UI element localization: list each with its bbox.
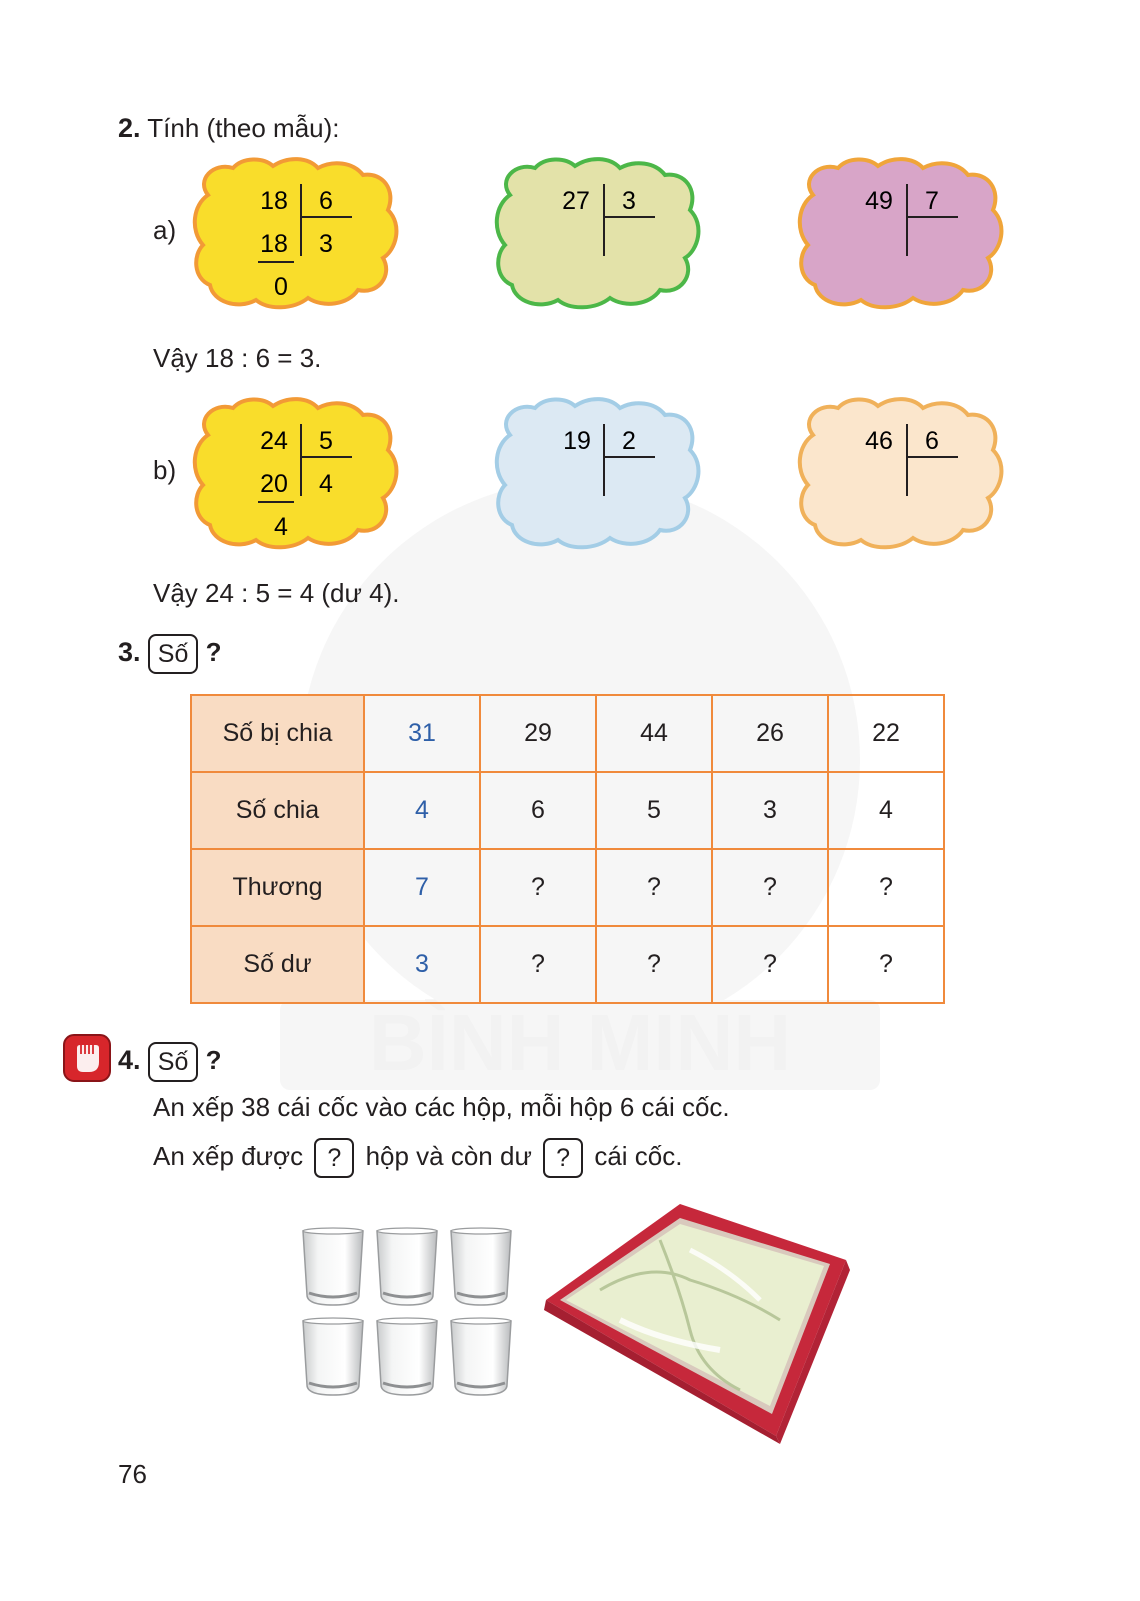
product: 18 xyxy=(260,230,288,258)
division-clouds xyxy=(0,0,1140,620)
question-mark: ? xyxy=(205,1044,222,1075)
so-box: Số xyxy=(148,1042,199,1082)
remainder: 4 xyxy=(274,513,288,541)
row-header: Số dư xyxy=(191,926,364,1003)
task-cloud-46 xyxy=(800,399,1002,547)
remainder: 0 xyxy=(274,273,288,301)
box-image xyxy=(540,1200,850,1445)
conclusion-a: Vậy 18 : 6 = 3. xyxy=(153,343,322,373)
table-cell: 6 xyxy=(480,772,596,849)
glasses-image xyxy=(295,1225,520,1405)
dividend: 49 xyxy=(865,187,893,215)
exercise-title: Tính (theo mẫu): xyxy=(147,113,340,143)
table-cell: 4 xyxy=(364,772,480,849)
part-a-label: a) xyxy=(153,215,177,245)
table-cell[interactable]: ? xyxy=(828,849,944,926)
task-cloud-27 xyxy=(497,159,699,307)
divisor: 7 xyxy=(925,187,939,215)
dividend: 18 xyxy=(260,187,288,215)
table-cell: 26 xyxy=(712,695,828,772)
table-cell[interactable]: ? xyxy=(596,926,712,1003)
page-number: 76 xyxy=(118,1459,147,1489)
row-header: Số chia xyxy=(191,772,364,849)
table-row xyxy=(191,926,944,1003)
table-row xyxy=(191,772,944,849)
question-mark: ? xyxy=(205,636,222,667)
answer-box-boxes[interactable]: ? xyxy=(314,1138,354,1178)
exercise-number: 3. xyxy=(118,636,141,667)
table-cell: 3 xyxy=(712,772,828,849)
text-fragment: hộp và còn dư xyxy=(365,1141,532,1171)
divisor: 3 xyxy=(622,187,636,215)
table-row xyxy=(191,695,944,772)
svg-text:BÌNH MINH: BÌNH MINH xyxy=(368,998,792,1087)
dividend: 19 xyxy=(563,427,591,455)
exercise-4-heading xyxy=(118,1042,221,1082)
conclusion-b: Vậy 24 : 5 = 4 (dư 4). xyxy=(153,578,400,608)
divisor: 6 xyxy=(925,427,939,455)
table-cell: 5 xyxy=(596,772,712,849)
divisor: 6 xyxy=(319,187,333,215)
quotient: 4 xyxy=(319,470,333,498)
product: 20 xyxy=(260,470,288,498)
text-fragment: An xếp được xyxy=(153,1141,304,1171)
dividend: 24 xyxy=(260,427,288,455)
table-cell[interactable]: ? xyxy=(480,849,596,926)
answer-box-remainder[interactable]: ? xyxy=(543,1138,583,1178)
dividend: 46 xyxy=(865,427,893,455)
exercise-3-heading xyxy=(118,634,221,674)
table-cell[interactable]: ? xyxy=(828,926,944,1003)
table-cell: 31 xyxy=(364,695,480,772)
divisor: 2 xyxy=(622,427,636,455)
table-cell: 44 xyxy=(596,695,712,772)
row-header: Thương xyxy=(191,849,364,926)
part-b-label: b) xyxy=(153,455,177,485)
dividend: 27 xyxy=(562,187,590,215)
table-cell: 3 xyxy=(364,926,480,1003)
table-cell: 22 xyxy=(828,695,944,772)
row-header: Số bị chia xyxy=(191,695,364,772)
table-cell: 4 xyxy=(828,772,944,849)
quotient: 3 xyxy=(319,230,333,258)
example-cloud-a xyxy=(195,159,397,307)
exercise-number: 2. xyxy=(118,113,141,143)
so-box: Số xyxy=(148,634,199,674)
fist-icon xyxy=(63,1034,111,1082)
table-cell[interactable]: ? xyxy=(712,849,828,926)
division-table xyxy=(190,694,945,1004)
table-cell[interactable]: ? xyxy=(596,849,712,926)
text-fragment: cái cốc. xyxy=(594,1141,683,1171)
problem-line-1: An xếp 38 cái cốc vào các hộp, mỗi hộp 6 cái cốc. xyxy=(153,1092,730,1122)
table-cell: 29 xyxy=(480,695,596,772)
divisor: 5 xyxy=(319,427,333,455)
table-cell[interactable]: ? xyxy=(480,926,596,1003)
exercise-number: 4. xyxy=(118,1044,141,1075)
task-cloud-49 xyxy=(800,159,1002,307)
task-cloud-19 xyxy=(497,399,699,547)
table-cell[interactable]: ? xyxy=(712,926,828,1003)
table-cell: 7 xyxy=(364,849,480,926)
problem-line-2 xyxy=(153,1134,682,1178)
example-cloud-b xyxy=(195,399,397,547)
table-row xyxy=(191,849,944,926)
